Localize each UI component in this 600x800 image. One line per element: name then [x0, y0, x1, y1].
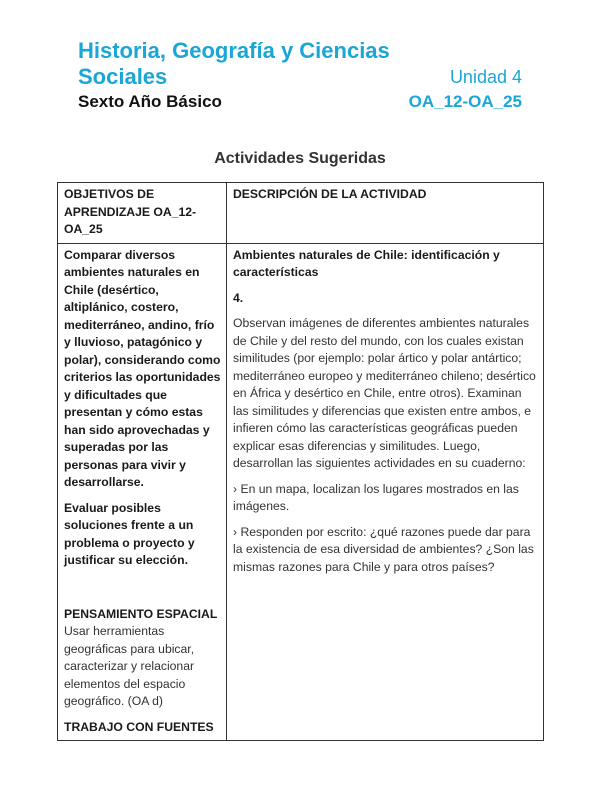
activity-cell: [227, 243, 544, 741]
subject-title-line2: Sociales: [78, 64, 168, 89]
activity-description: Observan imágenes de diferentes ambientes naturales de Chile y del resto del mundo, con los cuales existan similitudes (por ejemplo: polar ártico y polar antártico; mediterráneo europeo y mediterráneo chileno; desértico en África y desértico en Chile, entre otros). Examinan las similitudes y diferencias que existen entre ambos, e infieren cómo las características geográficas pueden explicar esas diferencias y similitudes. Luego, desarrollan las siguientes actividades en su cuaderno:: [233, 316, 536, 470]
description-header: DESCRIPCIÓN DE LA ACTIVIDAD: [227, 183, 544, 244]
unit-label: Unidad 4: [449, 67, 522, 87]
skill-heading-spatial: PENSAMIENTO ESPACIAL: [64, 606, 218, 621]
section-title: Actividades Sugeridas: [214, 150, 386, 167]
skill-text-spatial: Usar herramientas geográficas para ubicar, caracterizar y relacionar elementos del espacio geográfico. (OA d): [64, 624, 195, 708]
activity-bullet-2: › Responden por escrito: ¿qué razones puede dar para la existencia de esa diversidad de ambientes? ¿Son las mismas razones para Chile y para otros países?: [233, 524, 534, 574]
title-row: [78, 64, 522, 90]
objective-1-text: Comparar diversos ambientes naturales en Chile (desértico, altiplánico, costero, mediterráneo, andino, frío y lluvioso, patagónico y polar), considerando como criterios las oportunidades y dificultades que presentan y cómo estas han sido aprovechadas y superadas por las personas para vivir y desarrollarse.: [64, 247, 221, 489]
activity-bullet-1: › En un mapa, localizan los lugares mostrados en las imágenes.: [233, 481, 519, 513]
subject-title-line1: Historia, Geografía y Ciencias: [78, 38, 390, 63]
grade-label: Sexto Año Básico: [78, 92, 222, 111]
oa-range-label: OA_12-OA_25: [408, 92, 522, 111]
activity-title: Ambientes naturales de Chile: identificación y características: [233, 247, 500, 279]
objectives-header: OBJETIVOS DE APRENDIZAJE OA_12-OA_25: [58, 183, 227, 244]
subtitle-row: [78, 92, 522, 112]
activities-table: [57, 182, 544, 741]
table-header-row: [58, 183, 544, 244]
document-header: [78, 38, 522, 112]
objectives-cell: [58, 243, 227, 741]
skill-heading-sources: TRABAJO CON FUENTES: [64, 719, 214, 734]
table-row: [58, 243, 544, 741]
objective-2-text: Evaluar posibles soluciones frente a un problema o proyecto y justificar su elección.: [64, 500, 195, 567]
activity-number: 4.: [233, 290, 244, 305]
